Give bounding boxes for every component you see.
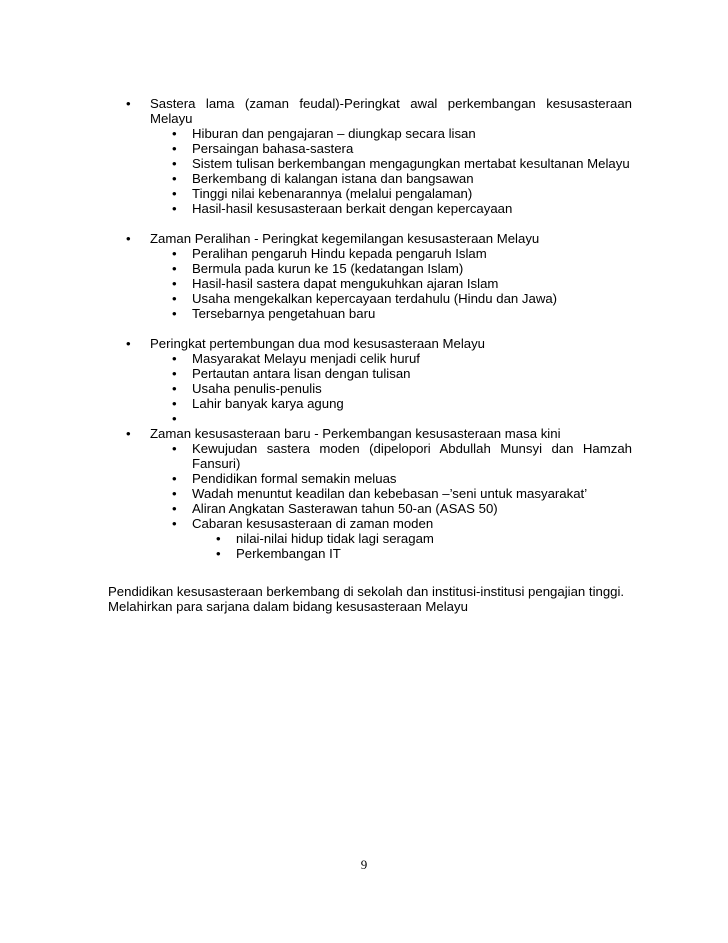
list-item: • Wadah menuntut keadilan dan kebebasan –’seni untuk masyarakat’ <box>150 486 632 501</box>
section-item <box>108 336 632 426</box>
empty-list-item <box>150 411 632 426</box>
section-heading-line: Melayu <box>150 111 193 126</box>
bullet-list <box>108 96 632 561</box>
section-heading <box>150 96 632 126</box>
list-item: • Lahir banyak karya agung <box>150 396 632 411</box>
section-heading-line: • Sastera lama (zaman feudal)-Peringkat awal perkembangan kesusasteraan <box>150 96 632 111</box>
sub-list-item: • nilai-nilai hidup tidak lagi seragam <box>192 531 632 546</box>
list-item: • Peralihan pengaruh Hindu kepada pengaruh Islam <box>150 246 632 261</box>
list-item: • Tinggi nilai kebenarannya (melalui pengalaman) <box>150 186 632 201</box>
list-item: • Bermula pada kurun ke 15 (kedatangan Islam) <box>150 261 632 276</box>
list-item: • Cabaran kesusasteraan di zaman moden • nilai-nilai hidup tidak lagi seragam • Perkembangan IT <box>150 516 632 561</box>
section-item <box>108 96 632 216</box>
list-item: • Hiburan dan pengajaran – diungkap secara lisan <box>150 126 632 141</box>
paragraph-line: Melahirkan para sarjana dalam bidang kesusasteraan Melayu <box>108 599 468 614</box>
spacer <box>108 321 632 336</box>
list-item: • Hasil-hasil kesusasteraan berkait dengan kepercayaan <box>150 201 632 216</box>
section-item <box>108 231 632 321</box>
closing-paragraph <box>108 584 638 614</box>
list-item: • Masyarakat Melayu menjadi celik huruf <box>150 351 632 366</box>
list-item: • Tersebarnya pengetahuan baru <box>150 306 632 321</box>
spacer <box>108 216 632 231</box>
list-item: • Berkembang di kalangan istana dan bangsawan <box>150 171 632 186</box>
list-item: • Pendidikan formal semakin meluas <box>150 471 632 486</box>
list-item: • Persaingan bahasa-sastera <box>150 141 632 156</box>
paragraph-line: Pendidikan kesusasteraan berkembang di sekolah dan institusi-institusi pengajian tinggi. <box>108 584 625 599</box>
list-item: • Pertautan antara lisan dengan tulisan <box>150 366 632 381</box>
page-number: 9 <box>360 857 368 872</box>
section-heading: • Peringkat pertembungan dua mod kesusasteraan Melayu <box>150 336 632 351</box>
list-item: • Kewujudan sastera moden (dipelopori Abdullah Munsyi dan Hamzah Fansuri) <box>150 441 632 471</box>
list-item: • Usaha penulis-penulis <box>150 381 632 396</box>
section-heading: • Zaman kesusasteraan baru - Perkembangan kesusasteraan masa kini <box>150 426 632 441</box>
list-item: • Usaha mengekalkan kepercayaan terdahulu (Hindu dan Jawa) <box>150 291 632 306</box>
list-item: • Hasil-hasil sastera dapat mengukuhkan ajaran Islam <box>150 276 632 291</box>
list-item: • Sistem tulisan berkembangan mengagungkan mertabat kesultanan Melayu <box>150 156 632 171</box>
section-item <box>108 426 632 561</box>
sub-list-item: • Perkembangan IT <box>192 546 632 561</box>
list-item: • Aliran Angkatan Sasterawan tahun 50-an (ASAS 50) <box>150 501 632 516</box>
section-heading: • Zaman Peralihan - Peringkat kegemilangan kesusasteraan Melayu <box>150 231 632 246</box>
